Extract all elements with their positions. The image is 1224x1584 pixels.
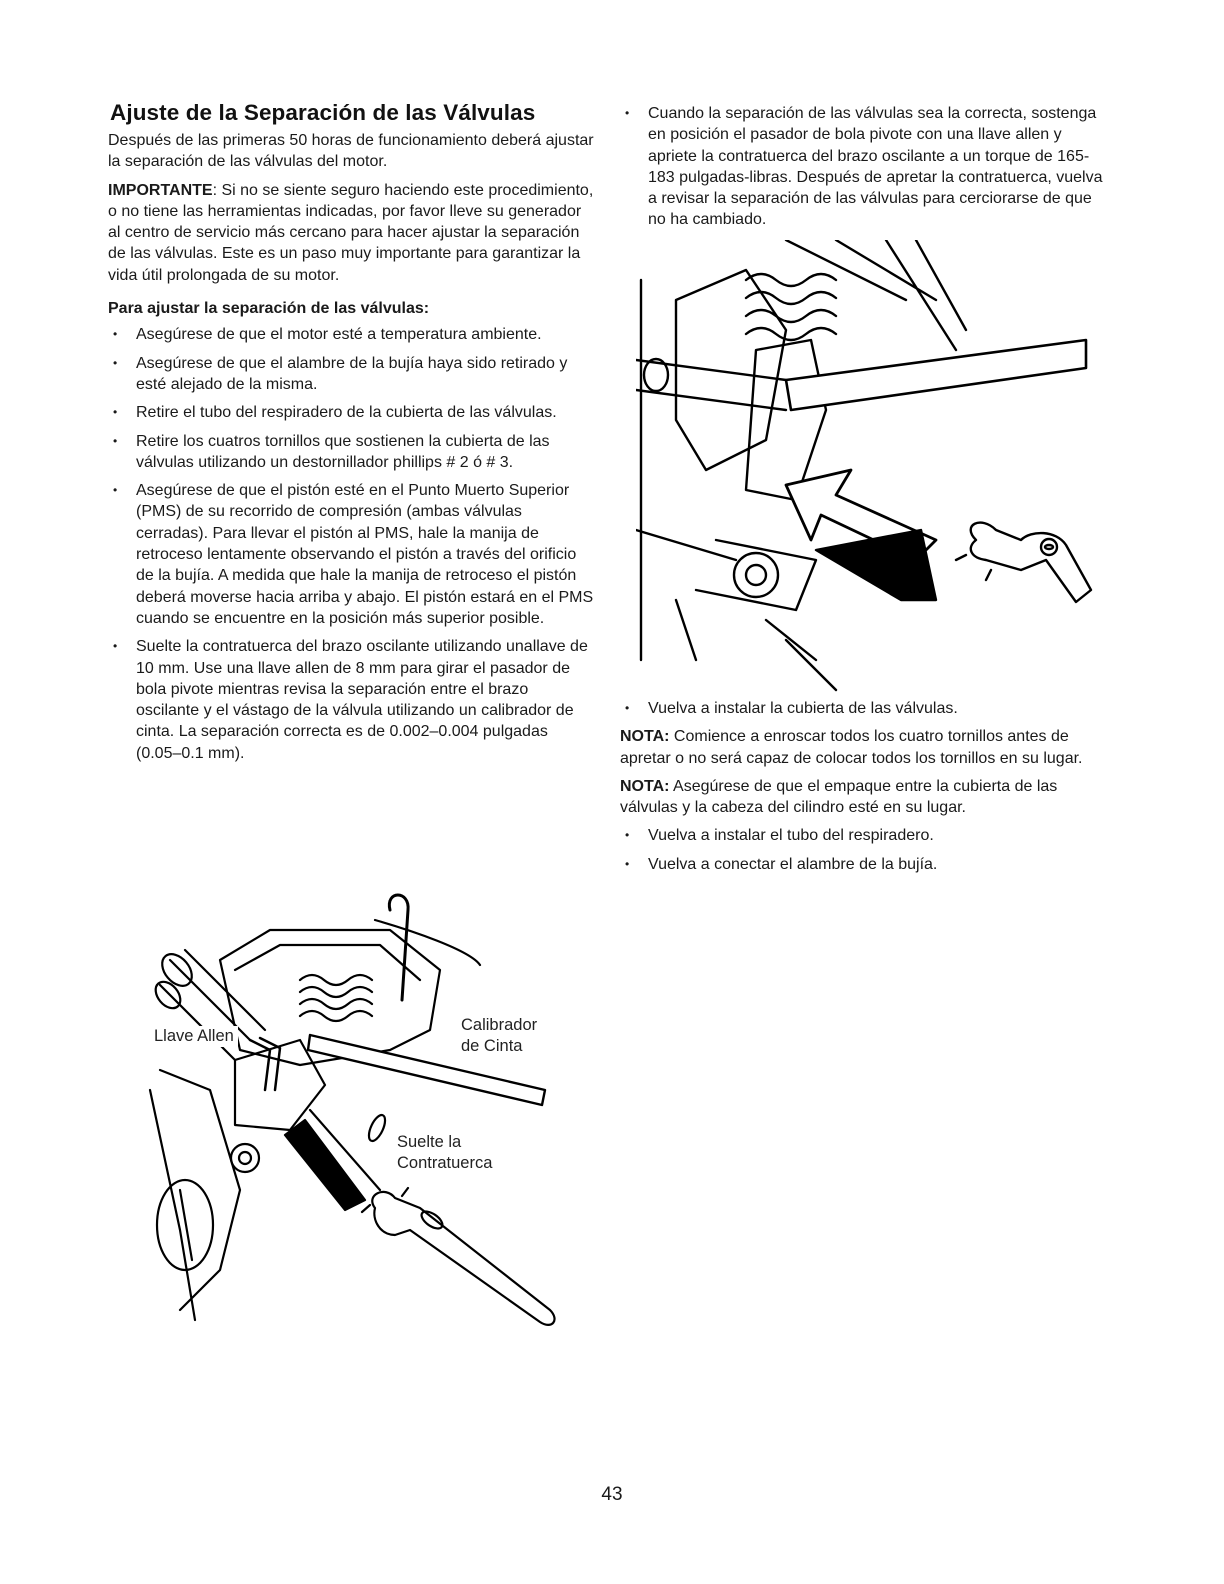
rocker-arm-left [676, 270, 786, 470]
allen-key-icon [250, 1038, 280, 1090]
list-item [108, 636, 594, 764]
wrench-icon [372, 1192, 554, 1325]
wrench-hole [1045, 545, 1053, 549]
list-item-text: Asegúrese de que el alambre de la bujía haya sido retirado y esté alejado de la misma. [136, 354, 568, 393]
important-text: : Si no se siente seguro haciendo este procedimiento, o no tiene las herramientas indicadas, por favor lleve su generador al centro de servicio más cercano para hacer ajustar la separación de las válvulas. Este es un paso muy importante para garantizar la vida útil prolongada de su motor. [108, 181, 594, 284]
bolt-center [746, 565, 766, 585]
list-item [108, 402, 594, 423]
list-item-text: Vuelva a instalar el tubo del respiradero. [648, 827, 934, 845]
list-item-text: Vuelva a conectar el alambre de la bujía. [648, 855, 938, 873]
spark-plug-wire [389, 895, 408, 1000]
list-item-text: Retire los cuatros tornillos que sostienen la cubierta de las válvulas utilizando un destornillador phillips # 2 ó # 3. [136, 432, 550, 471]
right-column-top [620, 103, 1110, 238]
list-item [108, 431, 594, 474]
note-text: Asegúrese de que el empaque entre la cubierta de las válvulas y la cabeza del cilindro esté en su lugar. [620, 777, 1058, 817]
valve-spring [300, 975, 372, 1021]
list-item [108, 480, 594, 629]
valve-spring [746, 274, 836, 340]
left-column [108, 100, 594, 771]
pipe-end [156, 948, 198, 991]
note-label: NOTA: [620, 777, 670, 795]
small-part [366, 1113, 389, 1143]
wrench-hole [419, 1208, 446, 1232]
wrench-icon [971, 523, 1091, 602]
closeup-drawing [636, 240, 1106, 692]
lower-body [636, 530, 836, 690]
procedure-subheading: Para ajustar la separación de las válvulas: [108, 300, 430, 318]
right-column-bottom [620, 698, 1110, 882]
wrench-jaw [956, 555, 991, 580]
housing-slot [180, 1190, 192, 1260]
wire-line [375, 920, 480, 965]
list-item-text: Cuando la separación de las válvulas sea la correcta, sostenga en posición el pasador de bola pivote con una llave allen y apriete la contratuerca del brazo oscilante a un torque de 165-183 pulgadas-libras. Después de apretar la contratuerca, vuelva a revisar la separación de las válvulas para cerciorarse de que no ha cambiado. [648, 105, 1103, 229]
feeler-gauge-icon [786, 340, 1086, 410]
bullet-icon: • [625, 106, 630, 120]
intro-paragraph: Después de las primeras 50 horas de funcionamiento deberá ajustar la separación de las válvulas del motor. [108, 132, 594, 171]
bullet-icon: • [625, 856, 630, 871]
allen-key-label: Llave Allen [150, 1026, 238, 1047]
note-label: NOTA: [620, 728, 670, 746]
important-label: IMPORTANTE [108, 181, 213, 199]
procedure-list [108, 324, 594, 764]
section-title: Ajuste de la Separación de las Válvulas [110, 100, 536, 125]
list-item [620, 103, 1110, 231]
note-paragraph-1 [620, 726, 1110, 769]
valve-adjustment-illustration [140, 890, 600, 1340]
bullet-icon: • [113, 639, 118, 654]
note-paragraph-2 [620, 776, 1110, 819]
bolt-center [239, 1152, 251, 1164]
bullet-icon: • [113, 433, 118, 448]
list-item [108, 324, 594, 345]
locknut-label-line1: Suelte la [397, 1133, 462, 1151]
pipe-end [151, 977, 186, 1013]
bullet-icon: • [625, 701, 630, 715]
shaft [636, 360, 786, 410]
list-item [620, 698, 1110, 719]
bullet-icon: • [113, 483, 118, 498]
reinstall-list [620, 698, 1110, 719]
list-item [620, 825, 1110, 846]
important-paragraph [108, 180, 594, 286]
locknut-tightening-illustration [636, 240, 1106, 692]
bolt-head [734, 553, 778, 597]
list-item-text: Retire el tubo del respiradero de la cubierta de las válvulas. [136, 404, 557, 422]
engine-drawing [140, 890, 600, 1340]
list-item-text: Vuelva a instalar la cubierta de las válvulas. [648, 700, 958, 717]
locknut-label-line2: Contratuerca [397, 1154, 493, 1172]
note-text: Comience a enroscar todos los cuatro tornillos antes de apretar o no será capaz de colocar todos los tornillos en su lugar. [620, 728, 1083, 767]
bullet-icon: • [113, 355, 118, 370]
rocker-arm-right [746, 340, 826, 500]
list-item [620, 854, 1110, 875]
wrench-ring [1041, 539, 1057, 555]
feeler-gauge-label-line1: Calibrador [461, 1016, 538, 1034]
bullet-icon: • [113, 327, 118, 342]
wrench-shadow [816, 530, 936, 600]
list-item-text: Suelte la contratuerca del brazo oscilante utilizando unallave de 10 mm. Use una llave allen de 8 mm para girar el pasador de bola pivote mientras revisa la separación entre el brazo oscilante y el vástago de la válvula utilizando un calibrador de cinta. La separación correcta es de 0.002–0.004 pulgadas (0.05–0.1 mm). [136, 638, 588, 762]
bullet-icon: • [113, 405, 118, 420]
bolt-bracket [696, 540, 816, 610]
list-item-text: Asegúrese de que el motor esté a temperatura ambiente. [136, 326, 542, 344]
bolt-head [231, 1144, 259, 1172]
closing-list [620, 825, 1110, 875]
page-number: 43 [601, 1484, 623, 1505]
list-item-text: Asegúrese de que el pistón esté en el Punto Muerto Superior (PMS) de su recorrido de compresión (ambas válvulas cerradas). Para llevar el pistón al PMS, hale la manija de retroceso lentamente observando el pistón a través del orificio de la bujía. A medida que hale la manija de retroceso el pistón deberá moverse hacia arriba y abajo. El pistón estará en el PMS cuando se encuentre en la posición más superior posible. [136, 482, 594, 627]
final-steps-list [620, 103, 1110, 231]
feeler-gauge-label-line2: de Cinta [461, 1037, 523, 1055]
locknut-shadow [285, 1120, 365, 1210]
list-item [108, 353, 594, 396]
bullet-icon: • [625, 828, 630, 843]
head-edge [235, 945, 420, 980]
